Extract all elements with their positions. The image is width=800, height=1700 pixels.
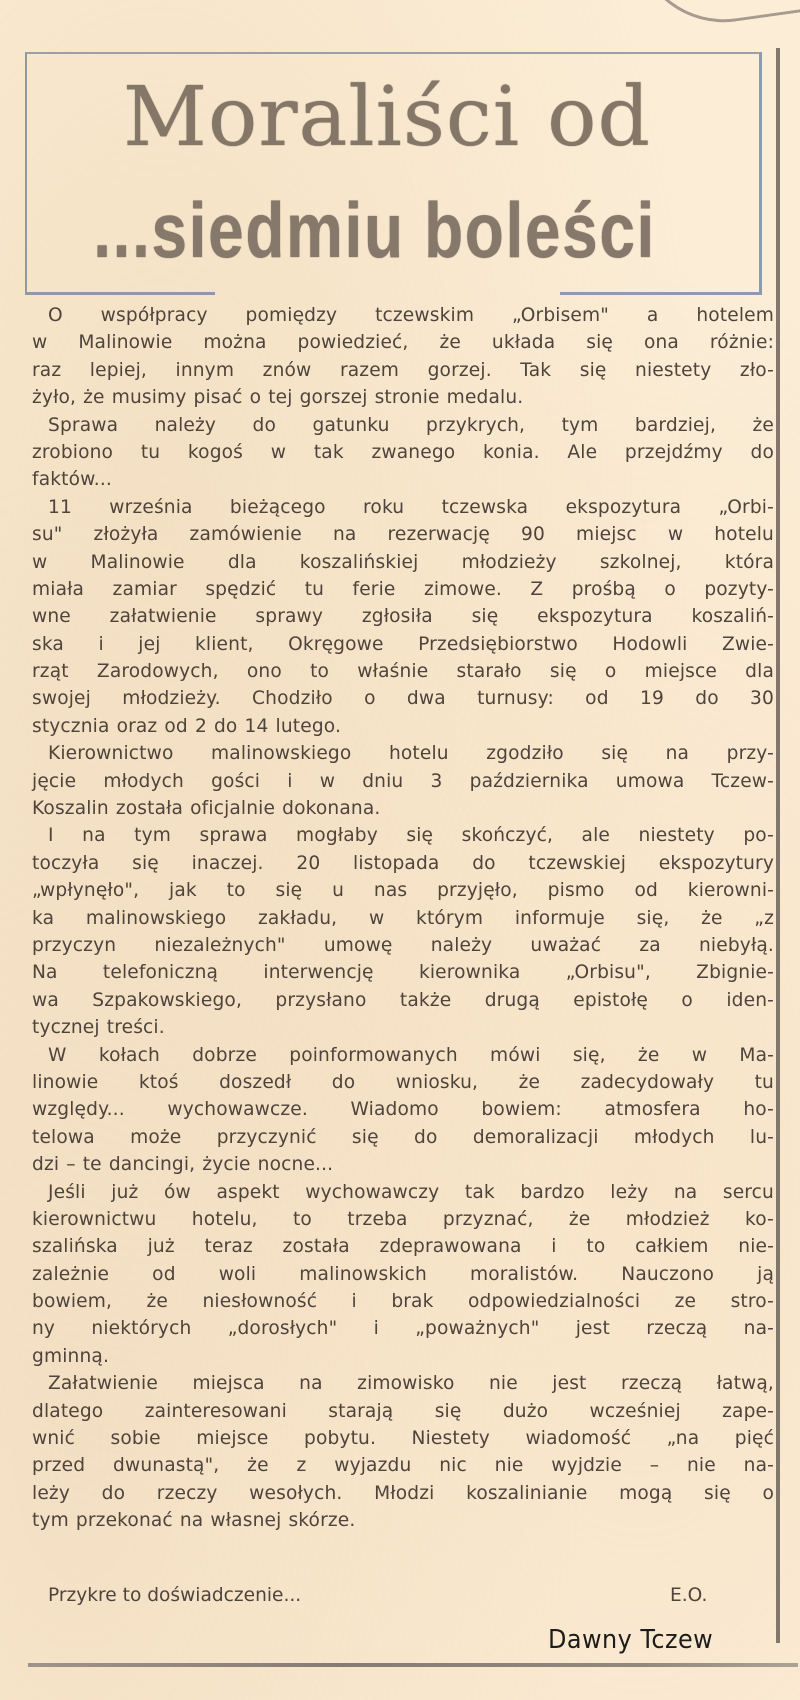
text-line: bowiem, że niesłowność i brak odpowiedzialności ze stro- — [32, 1291, 774, 1313]
text-line: stycznia oraz od 2 do 14 lutego. — [32, 715, 342, 737]
headline-box-bottom-border-left — [25, 292, 215, 295]
text-line: swojej młodzieży. Chodziło o dwa turnusy: od 19 do 30 — [32, 688, 774, 710]
text-line: Sprawa należy do gatunku przykrych, tym bardziej, że — [48, 414, 774, 436]
text-line: raz lepiej, innym znów razem gorzej. Tak się niestety zło- — [32, 359, 774, 381]
text-line: toczyła się inaczej. 20 listopada do tczewskiej ekspozytury — [32, 852, 774, 874]
text-line: przyczyn niezależnych" umowę należy uważać za niebyłą. — [32, 934, 774, 956]
paragraph-6 — [32, 1042, 774, 1179]
text-line: faktów... — [32, 469, 112, 491]
text-line: przed dwunastą", że z wyjazdu nic nie wyjdzie – nie na- — [32, 1455, 774, 1477]
text-line: Jeśli już ów aspekt wychowawczy tak bardzo leży na sercu — [48, 1181, 774, 1203]
text-line: rząt Zarodowych, ono to właśnie starało się o miejsce dla — [32, 661, 774, 683]
text-line: żyło, że musimy pisać o tej gorszej stronie medalu. — [32, 387, 524, 409]
text-line: linowie ktoś doszedł do wniosku, że zadecydowały tu — [32, 1071, 774, 1093]
paragraph-7 — [32, 1179, 774, 1371]
paragraph-3 — [32, 494, 774, 741]
text-line: I na tym sprawa mogłaby się skończyć, ale niestety po- — [48, 825, 774, 847]
text-line: O współpracy pomiędzy tczewskim „Orbisem" a hotelem — [48, 305, 774, 326]
headline — [25, 70, 757, 276]
closing-line: Przykre to doświadczenie... — [48, 1585, 302, 1606]
watermark: Dawny Tczew — [548, 1625, 714, 1655]
text-line: dzi – te dancingi, życie nocne... — [32, 1154, 334, 1176]
column-rule-bottom — [28, 1663, 798, 1667]
text-line: wne załatwienie sprawy zgłosiła się ekspozytura koszaliń- — [32, 606, 774, 628]
text-line: leży do rzeczy wesołych. Młodzi koszalinianie mogą się o — [32, 1482, 774, 1504]
text-line: zależnie od woli malinowskich moralistów. Nauczono ją — [32, 1263, 774, 1285]
text-line: Koszalin została oficjalnie dokonana. — [32, 798, 381, 820]
text-line: wnić sobie miejsce pobytu. Niestety wiadomość „na pięć — [32, 1428, 774, 1450]
text-line: ka malinowskiego zakładu, w którym informuje się, że „z — [32, 907, 774, 929]
text-line: tym przekonać na własnej skórze. — [32, 1510, 356, 1532]
text-line: jęcie młodych gości i w dniu 3 października umowa Tczew- — [32, 770, 774, 792]
paragraph-2 — [32, 412, 774, 494]
text-line: zrobiono tu kogoś w tak zwanego konia. Ale przejdźmy do — [32, 441, 774, 463]
headline-line-2: ...siedmiu boleści — [93, 186, 656, 274]
text-line: dlatego zainteresowani starają się dużo wcześniej zape- — [32, 1400, 774, 1422]
article-body — [32, 302, 774, 1535]
text-line: w Malinowie można powiedzieć, że układa się ona różnie: — [32, 332, 774, 354]
text-line: telowa może przyczynić się do demoralizacji młodych lu- — [32, 1126, 774, 1148]
text-line: ska i jej klient, Okręgowe Przedsiębiorstwo Hodowli Zwie- — [32, 633, 774, 655]
text-line: W kołach dobrze poinformowanych mówi się, że w Ma- — [48, 1044, 774, 1066]
text-line: Na telefoniczną interwencję kierownika „Orbisu", Zbignie- — [32, 962, 774, 984]
text-line: Kierownictwo malinowskiego hotelu zgodziło się na przy- — [48, 743, 774, 765]
text-line: tycznej treści. — [32, 1017, 165, 1039]
headline-box-bottom-border-right — [560, 292, 760, 295]
author-initials: E.O. — [670, 1585, 708, 1606]
text-line: su" złożyła zamówienie na rezerwację 90 miejsc w hotelu — [32, 524, 774, 546]
text-line: „wpłynęło", jak to się u nas przyjęło, pismo od kierowni- — [32, 880, 774, 902]
paragraph-8 — [32, 1370, 774, 1534]
column-rule-right — [776, 48, 780, 1643]
text-line: względy... wychowawcze. Wiadomo bowiem: atmosfera ho- — [32, 1099, 774, 1121]
text-line: kierownictwu hotelu, to trzeba przyznać, że młodzież ko- — [32, 1208, 774, 1230]
text-line: w Malinowie dla koszalińskiej młodzieży szkolnej, która — [32, 551, 774, 573]
text-line: szalińska już teraz została zdeprawowana i to całkiem nie- — [32, 1236, 774, 1258]
text-line: 11 września bieżącego roku tczewska ekspozytura „Orbi- — [48, 496, 774, 518]
text-line: ny niektórych „dorosłych" i „poważnych" jest rzeczą na- — [32, 1318, 774, 1340]
text-line: miała zamiar spędzić tu ferie zimowe. Z prośbą o pozyty- — [32, 578, 774, 600]
text-line: gminną. — [32, 1345, 110, 1367]
text-line: Załatwienie miejsca na zimowisko nie jest rzeczą łatwą, — [48, 1373, 774, 1395]
text-line: wa Szpakowskiego, przysłano także drugą epistołę o iden- — [32, 989, 774, 1011]
paragraph-1 — [32, 302, 774, 412]
pencil-mark — [634, 0, 800, 34]
paragraph-4 — [32, 740, 774, 822]
paragraph-5 — [32, 822, 774, 1041]
headline-line-1: Moraliści od — [122, 70, 652, 165]
